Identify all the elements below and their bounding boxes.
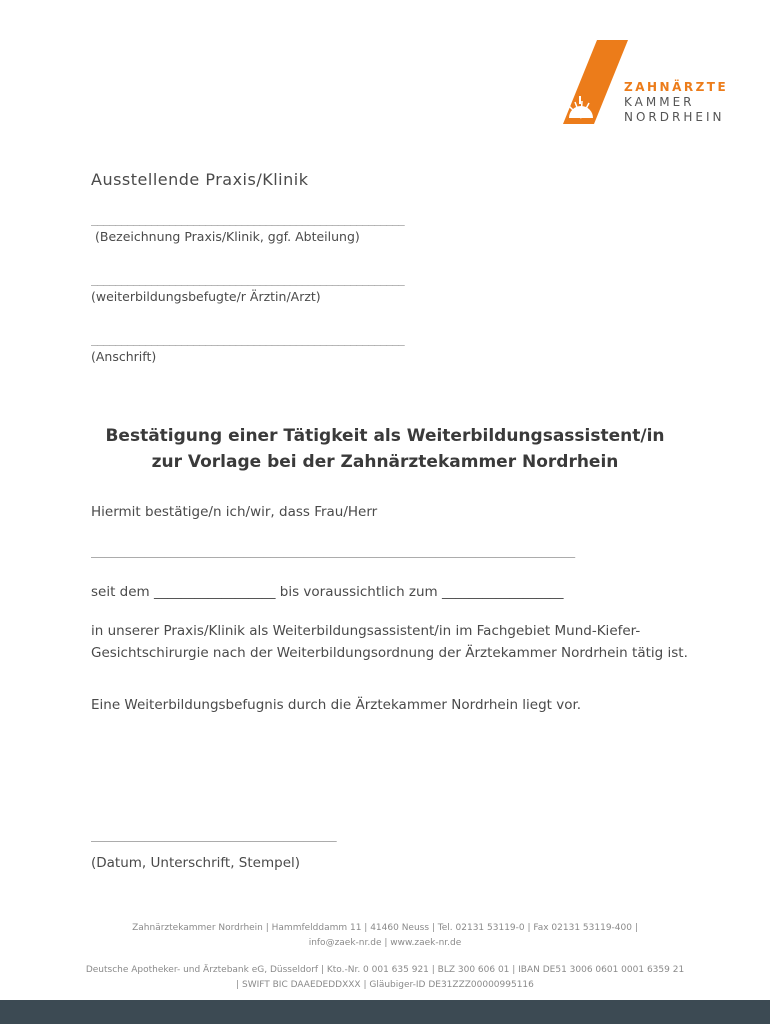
issuer-blank-line-2[interactable]: ____________________________________________________	[91, 273, 405, 286]
issuer-blank-line-1[interactable]: ____________________________________________________	[91, 213, 405, 226]
issuer-heading: Ausstellende Praxis/Klinik	[91, 170, 309, 189]
signature-blank-line[interactable]: _____________________________________	[91, 828, 337, 842]
footer-swift-line: | SWIFT BIC DAAEDEDDXXX | Gläubiger-ID DE31ZZZ00000995116	[236, 980, 534, 990]
issuer-field2-label: (weiterbildungsbefugte/r Ärztin/Arzt)	[91, 289, 321, 304]
footer-address-line: Zahnärztekammer Nordrhein | Hammfelddamm 11 | 41460 Neuss | Tel. 02131 53119-0 | Fax 02131 53119-400 |	[132, 923, 638, 933]
issuer-field3-label: (Anschrift)	[91, 349, 157, 364]
signature-label: (Datum, Unterschrift, Stempel)	[91, 855, 301, 871]
logo-line-kammer: KAMMER	[624, 95, 695, 109]
logo-line-zahnaerzte: ZAHNÄRZTE	[624, 80, 729, 94]
period-text: seit dem __________________ bis voraussichtlich zum __________________	[91, 584, 564, 600]
footer-bank-line: Deutsche Apotheker- und Ärztebank eG, Düsseldorf | Kto.-Nr. 0 001 635 921 | BLZ 300 606 01 | IBAN DE51 3006 0601 0001 6359 21	[85, 965, 685, 975]
issuer-field1-label: (Bezeichnung Praxis/Klinik, ggf. Abteilung)	[95, 229, 360, 244]
document-title-line1: Bestätigung einer Tätigkeit als Weiterbildungsassistent/in	[105, 426, 665, 446]
footer-contact-line: info@zaek-nr.de | www.zaek-nr.de	[308, 938, 462, 948]
employment-paragraph: in unserer Praxis/Klinik als Weiterbildungsassistent/in im Fachgebiet Mund-Kiefer-Gesichtschirurgie nach der Weiterbildungsordnung der Ärztekammer Nordrhein tätig ist.	[91, 623, 688, 661]
intro-text: Hiermit bestätige/n ich/wir, dass Frau/Herr	[91, 504, 378, 520]
issuer-blank-line-3[interactable]: ____________________________________________________	[91, 333, 405, 346]
logo-line-nordrhein: NORDRHEIN	[624, 110, 725, 124]
footer-bar	[0, 1000, 770, 1024]
logo-wordmark	[624, 80, 728, 125]
document-title-line2: zur Vorlage bei der Zahnärztekammer Nordrhein	[151, 452, 619, 472]
name-blank-line[interactable]: _________________________________________________________________________	[91, 544, 575, 558]
authorization-statement: Eine Weiterbildungsbefugnis durch die Ärztekammer Nordrhein liegt vor.	[91, 697, 582, 713]
